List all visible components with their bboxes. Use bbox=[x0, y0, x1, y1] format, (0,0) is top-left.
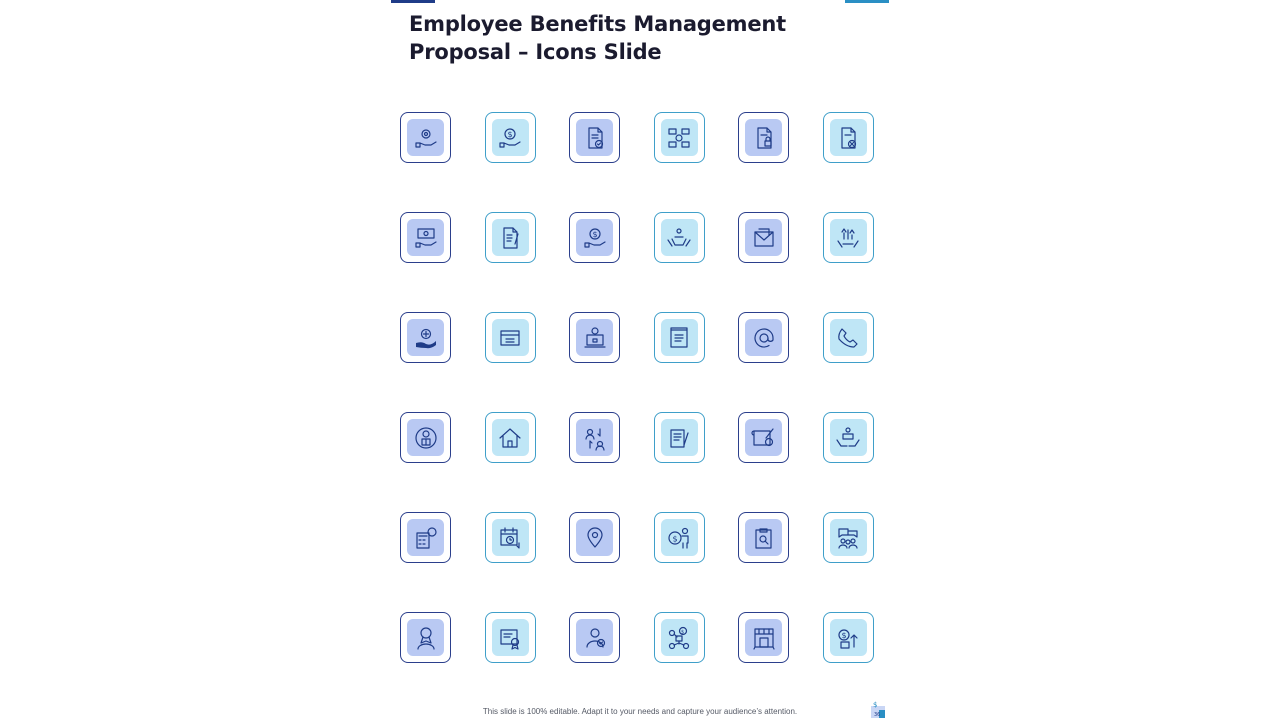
notepad-icon bbox=[666, 325, 692, 351]
page-number: 36 bbox=[874, 712, 881, 718]
medical-hand-icon bbox=[413, 325, 439, 351]
icon-tile-background bbox=[830, 419, 867, 456]
svg-text:$: $ bbox=[507, 129, 513, 139]
slide-title: Employee Benefits Management Proposal – Icons Slide bbox=[409, 12, 786, 64]
icon-tile-background bbox=[407, 419, 444, 456]
icon-tile bbox=[569, 512, 620, 563]
icon-tile bbox=[823, 512, 874, 563]
icon-tile bbox=[485, 512, 536, 563]
user-exchange-icon bbox=[582, 425, 608, 451]
icon-tile-background bbox=[745, 519, 782, 556]
icon-tile-background bbox=[661, 619, 698, 656]
icon-tile-background bbox=[661, 319, 698, 356]
at-sign-icon bbox=[751, 325, 777, 351]
growth-hands-icon bbox=[835, 225, 861, 251]
icon-tile bbox=[400, 112, 451, 163]
icon-tile-background bbox=[407, 519, 444, 556]
browser-window-icon bbox=[497, 325, 523, 351]
clipboard-search-icon bbox=[751, 525, 777, 551]
laptop-user-icon bbox=[582, 325, 608, 351]
icon-tile-background bbox=[745, 119, 782, 156]
icon-tile-background bbox=[745, 219, 782, 256]
icon-tile bbox=[738, 212, 789, 263]
envelope-icon bbox=[751, 225, 777, 251]
money-up-icon bbox=[835, 625, 861, 651]
icon-tile bbox=[738, 112, 789, 163]
icon-tile bbox=[485, 612, 536, 663]
icon-tile bbox=[823, 612, 874, 663]
icon-tile-background bbox=[492, 419, 529, 456]
icon-grid bbox=[400, 112, 876, 665]
icon-tile-background bbox=[407, 219, 444, 256]
slide-page bbox=[391, 0, 889, 720]
icon-tile bbox=[823, 312, 874, 363]
icon-tile bbox=[569, 312, 620, 363]
icon-tile-background bbox=[661, 419, 698, 456]
icon-tile-background bbox=[661, 119, 698, 156]
icon-tile bbox=[738, 412, 789, 463]
svg-text:$: $ bbox=[841, 630, 848, 640]
icon-tile-background bbox=[576, 319, 613, 356]
icon-tile bbox=[400, 612, 451, 663]
icon-tile-background bbox=[576, 419, 613, 456]
icon-tile bbox=[823, 412, 874, 463]
team-network-icon bbox=[666, 125, 692, 151]
icon-tile bbox=[738, 612, 789, 663]
svg-text:$: $ bbox=[592, 229, 598, 239]
icon-tile bbox=[569, 212, 620, 263]
certificate-icon bbox=[497, 625, 523, 651]
coin-hand-icon bbox=[582, 225, 608, 251]
team-care-hands-icon bbox=[666, 225, 692, 251]
clipboard-pen-icon bbox=[666, 425, 692, 451]
icon-tile bbox=[400, 312, 451, 363]
team-support-hands-icon bbox=[835, 425, 861, 451]
svg-text:$: $ bbox=[681, 629, 685, 635]
icon-tile bbox=[823, 112, 874, 163]
icon-tile bbox=[400, 412, 451, 463]
icon-tile-background bbox=[661, 219, 698, 256]
icon-tile bbox=[823, 212, 874, 263]
icon-tile-background bbox=[830, 519, 867, 556]
icon-tile-background bbox=[576, 219, 613, 256]
blueprint-gear-icon bbox=[751, 425, 777, 451]
icon-tile-background bbox=[830, 619, 867, 656]
award-person-icon bbox=[413, 625, 439, 651]
icon-tile-background bbox=[745, 319, 782, 356]
icon-tile bbox=[654, 512, 705, 563]
icon-tile bbox=[738, 312, 789, 363]
icon-tile bbox=[654, 412, 705, 463]
icon-tile-background bbox=[576, 519, 613, 556]
team-chat-icon bbox=[835, 525, 861, 551]
calculator-gear-icon bbox=[413, 525, 439, 551]
icon-tile-background bbox=[830, 219, 867, 256]
icon-tile bbox=[654, 612, 705, 663]
icon-tile bbox=[569, 612, 620, 663]
icon-tile bbox=[738, 512, 789, 563]
icon-tile bbox=[400, 512, 451, 563]
icon-tile-background bbox=[407, 619, 444, 656]
icon-tile-background bbox=[576, 619, 613, 656]
icon-tile bbox=[485, 312, 536, 363]
icon-tile bbox=[569, 112, 620, 163]
document-pen-icon bbox=[497, 225, 523, 251]
user-gift-icon bbox=[413, 425, 439, 451]
icon-tile-background bbox=[745, 619, 782, 656]
page-number-badge bbox=[869, 700, 887, 718]
icon-tile bbox=[400, 212, 451, 263]
icon-tile bbox=[654, 212, 705, 263]
dollar-person-icon bbox=[666, 525, 692, 551]
home-icon bbox=[497, 425, 523, 451]
accent-bar-left bbox=[391, 0, 435, 3]
icon-tile bbox=[485, 112, 536, 163]
dollar-mark-icon: $ bbox=[873, 701, 878, 709]
document-lock-icon bbox=[751, 125, 777, 151]
accent-bar-right bbox=[845, 0, 889, 3]
icon-tile-background bbox=[830, 119, 867, 156]
icon-tile bbox=[485, 412, 536, 463]
icon-tile bbox=[654, 112, 705, 163]
footer-note: This slide is 100% editable. Adapt it to your needs and capture your audience’s attention. bbox=[482, 707, 798, 716]
document-cancel-icon bbox=[835, 125, 861, 151]
user-approved-icon bbox=[582, 625, 608, 651]
gear-hand-icon bbox=[413, 125, 439, 151]
icon-tile-background bbox=[576, 119, 613, 156]
icon-tile-background bbox=[492, 519, 529, 556]
money-network-icon bbox=[666, 625, 692, 651]
document-check-icon bbox=[582, 125, 608, 151]
icon-tile-background bbox=[492, 119, 529, 156]
svg-text:$: $ bbox=[672, 534, 678, 543]
calendar-clock-icon bbox=[497, 525, 523, 551]
icon-tile-background bbox=[661, 519, 698, 556]
icon-tile-background bbox=[745, 419, 782, 456]
shop-building-icon bbox=[751, 625, 777, 651]
icon-tile-background bbox=[407, 119, 444, 156]
icon-tile bbox=[485, 212, 536, 263]
icon-tile bbox=[654, 312, 705, 363]
phone-icon bbox=[835, 325, 861, 351]
location-pin-icon bbox=[582, 525, 608, 551]
icon-tile bbox=[569, 412, 620, 463]
icon-tile-background bbox=[492, 619, 529, 656]
cash-hand-icon bbox=[413, 225, 439, 251]
icon-tile-background bbox=[830, 319, 867, 356]
icon-tile-background bbox=[492, 219, 529, 256]
dollar-hand-icon bbox=[497, 125, 523, 151]
icon-tile-background bbox=[407, 319, 444, 356]
icon-tile-background bbox=[492, 319, 529, 356]
